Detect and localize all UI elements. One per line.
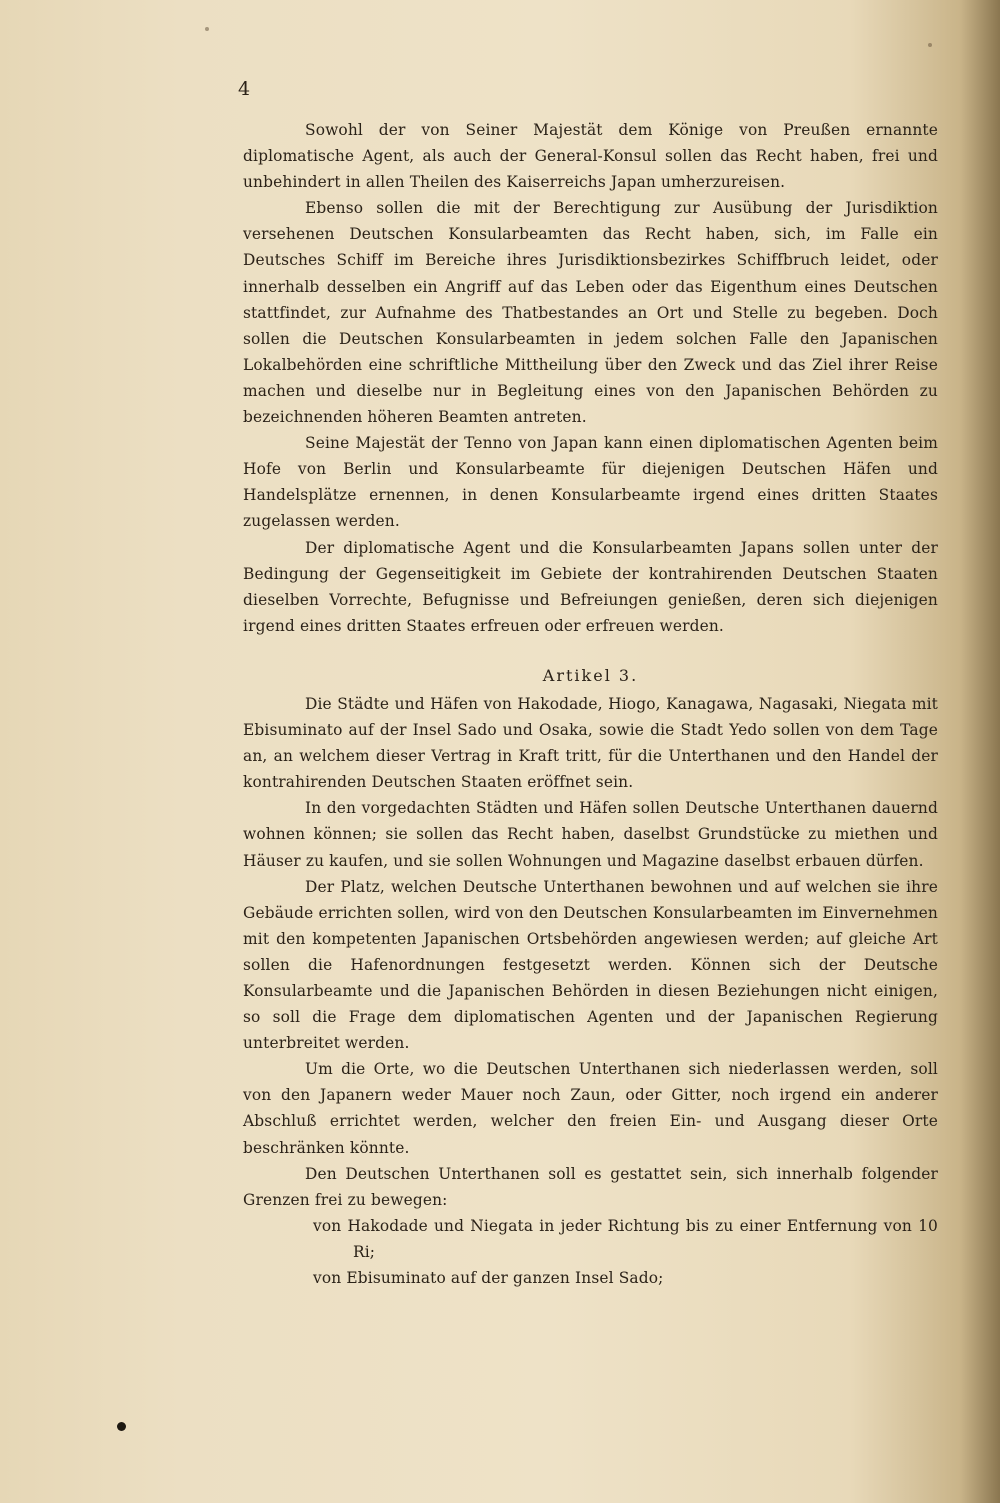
paragraph: Um die Orte, wo die Deutschen Unterthanen sich niederlassen werden, soll von den Japanern weder Mauer noch Zaun, oder Gitter, noch irgend ein anderer Abschluß errichtet werden, welcher den freien Ein- und Ausgang dieser Orte beschränken könnte.	[243, 1060, 938, 1157]
paragraph: In den vorgedachten Städten und Häfen sollen Deutsche Unterthanen dauernd wohnen können; sie sollen das Recht haben, daselbst Grundstücke zu miethen und Häuser zu kaufen, und sie sollen Wohnungen und Magazine daselbst erbauen dürfen.	[243, 799, 938, 870]
paragraph: Die Städte und Häfen von Hakodade, Hiogo, Kanagawa, Nagasaki, Niegata mit Ebisuminato auf der Insel Sado und Osaka, sowie die Stadt Yedo sollen von dem Tage an, an welchem dieser Vertrag in Kraft tritt, für die Unterthanen und den Handel der kontrahirenden Deutschen Staaten eröffnet sein.	[243, 694, 938, 792]
page-body	[243, 117, 938, 1291]
article-heading: Artikel 3.	[542, 665, 639, 685]
paper-speck	[928, 43, 932, 47]
paragraph: Der Platz, welchen Deutsche Unterthanen bewohnen und auf welchen sie ihre Gebäude errichten sollen, wird von den Deutschen Konsularbeamten im Einvernehmen mit den kompetenten Japanischen Ortsbehörden angewiesen werden; auf gleiche Art sollen die Hafenordnungen festgesetzt werden. Können sich der Deutsche Konsularbeamte und die Japanischen Behörden in diesen Beziehungen nicht einigen, so soll die Frage dem diplomatischen Agenten und der Japanischen Regierung unterbreitet werden.	[243, 877, 938, 1053]
boundary-list	[243, 1213, 938, 1291]
list-item: von Hakodade und Niegata in jeder Richtung bis zu einer Entfernung von 10 Ri;	[313, 1216, 938, 1261]
page-number: 4	[238, 78, 251, 100]
paragraph: Seine Majestät der Tenno von Japan kann einen diplomatischen Agenten beim Hofe von Berlin und Konsularbeamte für diejenigen Deutschen Häfen und Handelsplätze ernennen, in denen Konsularbeamte irgend eines dritten Staates zugelassen werden.	[243, 434, 938, 531]
paper-speck	[205, 27, 209, 31]
list-item: von Ebisuminato auf der ganzen Insel Sado;	[313, 1269, 664, 1288]
paragraph: Ebenso sollen die mit der Berechtigung zur Ausübung der Jurisdiktion versehenen Deutschen Konsularbeamten das Recht haben, sich, im Falle ein Deutsches Schiff im Bereiche ihres Jurisdiktionsbezirkes Schiffbruch leidet, oder innerhalb desselben ein Angriff auf das Leben oder das Eigenthum eines Deutschen stattfindet, zur Aufnahme des Thatbestandes an Ort und Stelle zu begeben. Doch sollen die Deutschen Konsularbeamten in jedem solchen Falle den Japanischen Lokalbehörden eine schriftliche Mittheilung über den Zweck und das Ziel ihrer Reise machen und dieselbe nur in Begleitung eines von den Japanischen Behörden zu bezeichnenden höheren Beamten antreten.	[243, 199, 938, 427]
paragraph: Sowohl der von Seiner Majestät dem Könige von Preußen ernannte diplomatische Agent, als auch der General-Konsul sollen das Recht haben, frei und unbehindert in allen Theilen des Kaiserreichs Japan umherzureisen.	[243, 121, 938, 192]
ink-spot	[117, 1422, 126, 1431]
paragraph: Den Deutschen Unterthanen soll es gestattet sein, sich innerhalb folgender Grenzen frei zu bewegen:	[243, 1164, 938, 1209]
paragraph: Der diplomatische Agent und die Konsularbeamten Japans sollen unter der Bedingung der Gegenseitigkeit im Gebiete der kontrahirenden Deutschen Staaten dieselben Vorrechte, Befugnisse und Befreiungen genießen, deren sich diejenigen irgend eines dritten Staates erfreuen oder erfreuen werden.	[243, 538, 938, 635]
